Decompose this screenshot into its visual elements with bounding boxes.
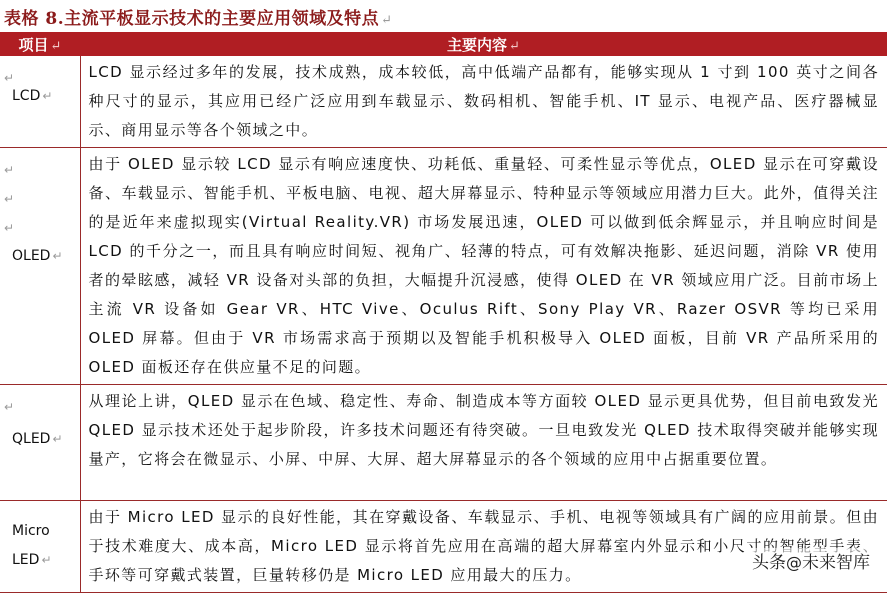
row-content-cell [80, 56, 887, 148]
caption-text: 表格 8.主流平板显示技术的主要应用领域及特点 [4, 9, 379, 29]
row-content-cell [80, 148, 887, 385]
header-item: 项目 ↵ [0, 32, 80, 56]
row-item-cell [0, 501, 80, 593]
table-row [0, 56, 887, 148]
row-item-label: Micro LED ↵ [12, 517, 72, 575]
paragraph-mark-icon: ↵ [509, 39, 520, 54]
paragraph-marks: ↵ ↵ ↵ [4, 156, 14, 243]
table-row [0, 501, 887, 593]
paragraph-mark-icon: ↵ [51, 39, 62, 54]
row-content-text: LCD 显示经过多年的发展，技术成熟，成本较低，高中低端产品都有，能够实现从 1 寸到 100 英寸之间各种尺寸的显示，其应用已经广泛应用到车载显示、数码相机、智能手机、IT 显示、电视产品、医疗器械显示、商用显示等各个领域之中。 [81, 56, 888, 147]
applications-table [0, 32, 887, 593]
paragraph-mark-icon: ↵ [381, 13, 392, 28]
row-content-text: 由于 Micro LED 显示的良好性能，其在穿戴设备、车载显示、手机、电视等领域具有广阔的应用前景。但由于技术难度大、成本高，Micro LED 显示将首先应用在高端的超大屏幕室内外显示和小尺寸的智能型手表、手环等可穿戴式装置，巨量转移仍是 Micro LED 应用最大的压力。 [81, 501, 888, 592]
watermark-prefix: 头条 [752, 553, 786, 573]
table-row [0, 148, 887, 385]
paragraph-marks: ↵ [4, 393, 14, 422]
row-item-label: LCD ↵ [12, 88, 52, 104]
table-header-row [0, 32, 887, 56]
row-content-cell [80, 501, 887, 593]
row-content-text: 由于 OLED 显示较 LCD 显示有响应速度快、功耗低、重量轻、可柔性显示等优点，OLED 显示在可穿戴设备、车载显示、智能手机、平板电脑、电视、超大屏幕显示、特种显示等领域应用潜力巨大。此外，值得关注的是近年来虚拟现实(Virtual Reality.VR) 市场发展迅速，OLED 可以做到低余辉显示，并且响应时间是 LCD 的千分之一，而且具有响应时间短、视角广、轻薄的特点，可有效解决拖影、延迟问题，消除 VR 使用者的晕眩感，减轻 VR 设备对头部的负担，大幅提升沉浸感，使得 OLED 在 VR 领域应用广泛。目前市场上主流 VR 设备如 Gear VR、HTC Vive、Oculus Rift、Sony Play VR、Razer OSVR 等均已采用 OLED 屏幕。但由于 VR 市场需求高于预期以及智能手机积极导入 OLED 面板，目前 VR 产品所采用的 OLED 面板还存在供应量不足的问题。 [81, 148, 888, 384]
watermark-name: 未来智库 [802, 553, 870, 573]
row-item-label: OLED ↵ [12, 248, 63, 264]
row-item-cell [0, 56, 80, 148]
row-item-cell [0, 385, 80, 501]
row-item-cell [0, 148, 80, 385]
table-row [0, 385, 887, 501]
row-item-label: QLED ↵ [12, 431, 63, 447]
header-content: 主要内容 ↵ [80, 32, 887, 56]
row-content-cell [80, 385, 887, 501]
watermark [748, 548, 874, 573]
at-icon: @ [786, 553, 802, 572]
row-content-text: 从理论上讲，QLED 显示在色域、稳定性、寿命、制造成本等方面较 OLED 显示更具优势，但目前电致发光 QLED 显示技术还处于起步阶段，许多技术问题还有待突破。一旦电致发光 QLED 技术取得突破并能够实现量产，它将会在微显示、小屏、中屏、大屏、超大屏幕显示的各个领域的应用中占据重要位置。 [81, 385, 888, 476]
paragraph-marks: ↵ [4, 64, 14, 93]
table-caption [4, 4, 393, 30]
